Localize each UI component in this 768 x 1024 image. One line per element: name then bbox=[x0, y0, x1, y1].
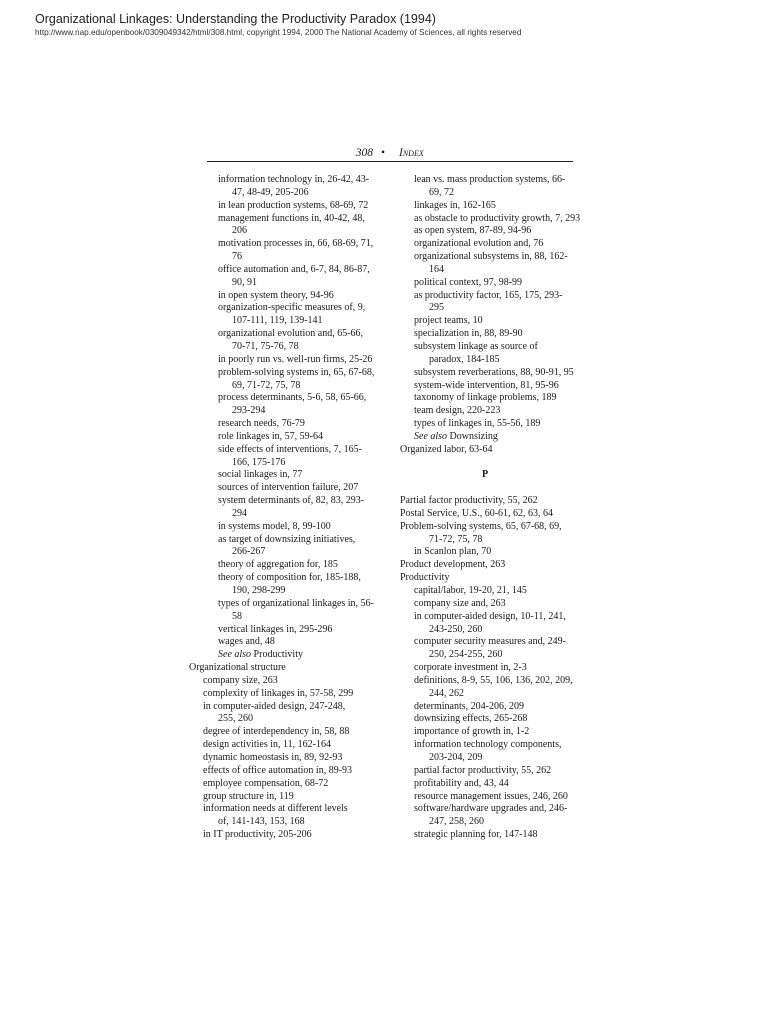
index-entry bbox=[189, 213, 386, 226]
index-entry bbox=[400, 341, 600, 354]
index-entry-text: 90, 91 bbox=[232, 276, 257, 288]
index-entry-text: office automation and, 6-7, 84, 86-87, bbox=[218, 263, 370, 275]
index-entry bbox=[400, 328, 600, 341]
index-entry-text: 69, 72 bbox=[429, 186, 454, 198]
index-entry bbox=[400, 765, 600, 778]
index-entry-text: motivation processes in, 66, 68-69, 71, bbox=[218, 238, 374, 250]
index-entry bbox=[400, 251, 600, 264]
index-entry-text: 295 bbox=[429, 302, 444, 314]
index-entry bbox=[189, 354, 386, 367]
index-entry bbox=[400, 559, 600, 572]
index-entry-text: 107-111, 119, 139-141 bbox=[232, 315, 323, 327]
index-entry bbox=[400, 380, 600, 393]
index-entry bbox=[189, 315, 386, 328]
index-entry bbox=[189, 290, 386, 303]
index-entry bbox=[400, 418, 600, 431]
index-entry-text: definitions, 8-9, 55, 106, 136, 202, 209, bbox=[414, 674, 573, 686]
index-entry-text: Organizational structure bbox=[189, 662, 286, 674]
index-entry bbox=[189, 726, 386, 739]
index-entry-text: information needs at different levels bbox=[203, 803, 348, 815]
index-entry-text: 206 bbox=[232, 225, 247, 237]
index-entry-text: subsystem reverberations, 88, 90-91, 95 bbox=[414, 366, 574, 378]
index-entry-text: as open system, 87-89, 94-96 bbox=[414, 225, 532, 237]
index-entry bbox=[189, 649, 386, 662]
index-entry-text: resource management issues, 246, 260 bbox=[414, 790, 568, 802]
index-entry-text: 293-294 bbox=[232, 405, 266, 417]
index-entry-text: system-wide intervention, 81, 95-96 bbox=[414, 379, 559, 391]
index-entry bbox=[189, 598, 386, 611]
index-entry bbox=[189, 521, 386, 534]
see-also-label: See also bbox=[218, 649, 252, 661]
index-entry-text: of, 141-143, 153, 168 bbox=[218, 816, 305, 828]
index-entry-text: wages and, 48 bbox=[218, 636, 275, 648]
index-entry-text: 70-71, 75-76, 78 bbox=[232, 340, 299, 352]
index-spacer bbox=[400, 457, 600, 470]
index-entry-text: in Scanlon plan, 70 bbox=[414, 546, 492, 558]
index-entry bbox=[400, 200, 600, 213]
index-entry bbox=[189, 341, 386, 354]
index-entry bbox=[400, 315, 600, 328]
index-entry-text: 166, 175-176 bbox=[232, 456, 286, 468]
index-entry bbox=[400, 778, 600, 791]
index-entry bbox=[189, 444, 386, 457]
index-entry bbox=[189, 611, 386, 624]
index-spacer bbox=[400, 482, 600, 495]
index-entry-text: 250, 254-255, 260 bbox=[429, 649, 503, 661]
index-entry bbox=[400, 829, 600, 842]
see-also-label: See also bbox=[414, 430, 448, 442]
index-entry bbox=[189, 739, 386, 752]
index-entry bbox=[189, 572, 386, 585]
index-entry-text: management functions in, 40-42, 48, bbox=[218, 212, 365, 224]
index-entry bbox=[189, 675, 386, 688]
index-letter-heading bbox=[400, 469, 600, 482]
index-entry-text: corporate investment in, 2-3 bbox=[414, 662, 527, 674]
index-entry bbox=[400, 290, 600, 303]
index-entry-text: information technology components, bbox=[414, 739, 562, 751]
index-entry-text: effects of office automation in, 89-93 bbox=[203, 764, 353, 776]
index-entry-text: determinants, 204-206, 209 bbox=[414, 700, 524, 712]
index-entry-text: in lean production systems, 68-69, 72 bbox=[218, 199, 369, 211]
index-entry-text: employee compensation, 68-72 bbox=[203, 777, 329, 789]
index-entry bbox=[400, 624, 600, 637]
index-entry bbox=[400, 174, 600, 187]
index-entry bbox=[189, 508, 386, 521]
index-entry bbox=[189, 495, 386, 508]
index-entry bbox=[189, 405, 386, 418]
index-entry-text: social linkages in, 77 bbox=[218, 469, 303, 481]
index-entry bbox=[400, 611, 600, 624]
index-entry-text: types of organizational linkages in, 56- bbox=[218, 597, 374, 609]
index-entry bbox=[400, 534, 600, 547]
index-entry-text: Postal Service, U.S., 60-61, 62, 63, 64 bbox=[400, 507, 554, 519]
index-entry bbox=[400, 225, 600, 238]
index-entry-text: as obstacle to productivity growth, 7, 293 bbox=[414, 212, 581, 224]
index-entry bbox=[400, 495, 600, 508]
index-entry bbox=[400, 508, 600, 521]
index-entry-text: in open system theory, 94-96 bbox=[218, 289, 334, 301]
index-entry-text: group structure in, 119 bbox=[203, 790, 294, 802]
index-entry-text: side effects of interventions, 7, 165- bbox=[218, 443, 362, 455]
index-entry-text: 76 bbox=[232, 251, 242, 263]
index-entry-text: importance of growth in, 1-2 bbox=[414, 726, 530, 738]
index-entry-text: 244, 262 bbox=[429, 687, 464, 699]
index-entry bbox=[189, 380, 386, 393]
index-entry bbox=[189, 829, 386, 842]
index-entry-text: linkages in, 162-165 bbox=[414, 199, 496, 211]
index-entry bbox=[189, 752, 386, 765]
index-entry-text: theory of composition for, 185-188, bbox=[218, 572, 361, 584]
index-entry-text: Partial factor productivity, 55, 262 bbox=[400, 495, 538, 507]
index-entry bbox=[189, 662, 386, 675]
index-entry bbox=[400, 662, 600, 675]
index-entry-text: degree of interdependency in, 58, 88 bbox=[203, 726, 350, 738]
index-entry-text: 203-204, 209 bbox=[429, 751, 483, 763]
index-entry bbox=[400, 636, 600, 649]
index-entry-text: organizational subsystems in, 88, 162- bbox=[414, 251, 568, 263]
index-entry-text: capital/labor, 19-20, 21, 145 bbox=[414, 585, 527, 596]
index-entry bbox=[189, 431, 386, 444]
index-entry bbox=[400, 701, 600, 714]
index-entry-text: subsystem linkage as source of bbox=[414, 340, 538, 352]
index-entry-text: 255, 260 bbox=[218, 713, 253, 725]
index-entry-text: system determinants of, 82, 83, 293- bbox=[218, 495, 365, 507]
index-entry bbox=[400, 238, 600, 251]
index-entry bbox=[189, 418, 386, 431]
index-entry bbox=[400, 213, 600, 226]
index-entry bbox=[189, 765, 386, 778]
index-entry bbox=[189, 225, 386, 238]
index-entry-text: as productivity factor, 165, 175, 293- bbox=[414, 289, 563, 301]
index-entry bbox=[189, 264, 386, 277]
index-entry bbox=[189, 688, 386, 701]
index-entry-text: problem-solving systems in, 65, 67-68, bbox=[218, 366, 375, 378]
index-entry bbox=[189, 174, 386, 187]
index-entry-text: 47, 48-49, 205-206 bbox=[232, 186, 309, 198]
index-entry bbox=[400, 598, 600, 611]
index-entry bbox=[189, 701, 386, 714]
index-entry bbox=[400, 585, 600, 598]
index-entry bbox=[189, 251, 386, 264]
index-entry-text: vertical linkages in, 295-296 bbox=[218, 623, 333, 635]
index-entry bbox=[400, 521, 600, 534]
index-entry bbox=[189, 816, 386, 829]
index-entry-text: 266-267 bbox=[232, 546, 266, 558]
index-entry-text: sources of intervention failure, 207 bbox=[218, 482, 359, 494]
index-entry-text: dynamic homeostasis in, 89, 92-93 bbox=[203, 751, 343, 763]
index-entry-text: Problem-solving systems, 65, 67-68, 69, bbox=[400, 520, 562, 532]
index-entry bbox=[400, 302, 600, 315]
index-column-right bbox=[400, 174, 600, 842]
index-entry bbox=[400, 392, 600, 405]
source-url-line: http://www.nap.edu/openbook/0309049342/html/308.html, copyright 1994, 2000 The National Academy of Sciences, all rights reserved bbox=[35, 28, 522, 37]
index-entry-text: organizational evolution and, 76 bbox=[414, 238, 544, 250]
index-entry-text: in computer-aided design, 247-248, bbox=[203, 700, 346, 712]
index-entry-text: role linkages in, 57, 59-64 bbox=[218, 430, 323, 442]
index-entry-text: team design, 220-223 bbox=[414, 405, 501, 417]
index-entry bbox=[400, 739, 600, 752]
running-head bbox=[207, 147, 573, 162]
index-entry bbox=[400, 264, 600, 277]
index-entry-text: in poorly run vs. well-run firms, 25-26 bbox=[218, 353, 373, 365]
index-entry bbox=[400, 752, 600, 765]
index-entry bbox=[189, 187, 386, 200]
index-entry bbox=[400, 726, 600, 739]
index-entry bbox=[189, 803, 386, 816]
index-entry-text: in IT productivity, 205-206 bbox=[203, 829, 312, 841]
index-entry-text: process determinants, 5-6, 58, 65-66, bbox=[218, 392, 367, 404]
index-entry bbox=[400, 791, 600, 804]
index-entry-text: research needs, 76-79 bbox=[218, 418, 305, 430]
index-entry bbox=[400, 803, 600, 816]
running-head-bullet: • bbox=[381, 147, 386, 159]
index-entry-text: Downsizing bbox=[449, 430, 498, 442]
index-entry bbox=[189, 328, 386, 341]
index-entry-text: partial factor productivity, 55, 262 bbox=[414, 764, 552, 776]
index-entry bbox=[400, 688, 600, 701]
index-entry bbox=[400, 354, 600, 367]
index-entry-text: Productivity bbox=[400, 572, 450, 584]
index-entry bbox=[189, 482, 386, 495]
index-entry-text: software/hardware upgrades and, 246- bbox=[414, 803, 568, 815]
index-entry-text: types of linkages in, 55-56, 189 bbox=[414, 418, 541, 430]
index-entry-text: political context, 97, 98-99 bbox=[414, 276, 523, 288]
index-column-left bbox=[189, 174, 386, 842]
index-entry bbox=[189, 791, 386, 804]
page-number: 308 bbox=[355, 147, 373, 159]
index-entry-text: P bbox=[481, 469, 489, 481]
index-entry-text: Productivity bbox=[253, 649, 303, 661]
index-entry bbox=[400, 816, 600, 829]
index-entry bbox=[400, 546, 600, 559]
index-entry bbox=[189, 534, 386, 547]
running-head-section: Index bbox=[399, 147, 424, 159]
index-entry bbox=[189, 559, 386, 572]
index-entry-text: in computer-aided design, 10-11, 241, bbox=[414, 610, 566, 622]
index-entry-text: company size, 263 bbox=[203, 674, 278, 686]
index-entry bbox=[189, 238, 386, 251]
index-entry-text: 164 bbox=[429, 263, 444, 275]
index-entry-text: as target of downsizing initiatives, bbox=[218, 533, 356, 545]
index-entry bbox=[189, 713, 386, 726]
index-entry-text: strategic planning for, 147-148 bbox=[414, 829, 538, 841]
index-entry bbox=[400, 405, 600, 418]
index-entry-text: 190, 298-299 bbox=[232, 585, 286, 596]
index-entry-text: 69, 71-72, 75, 78 bbox=[232, 379, 301, 391]
index-entry bbox=[400, 277, 600, 290]
index-entry-text: organizational evolution and, 65-66, bbox=[218, 328, 364, 340]
index-entry-text: 58 bbox=[232, 610, 242, 622]
index-entry bbox=[400, 431, 600, 444]
index-entry bbox=[189, 624, 386, 637]
index-entry bbox=[400, 713, 600, 726]
index-entry-text: project teams, 10 bbox=[414, 315, 483, 327]
index-entry-text: taxonomy of linkage problems, 189 bbox=[414, 392, 557, 404]
index-entry bbox=[189, 585, 386, 598]
index-entry bbox=[400, 572, 600, 585]
index-entry-text: specialization in, 88, 89-90 bbox=[414, 328, 523, 340]
index-entry-text: design activities in, 11, 162-164 bbox=[203, 739, 331, 751]
index-entry-text: complexity of linkages in, 57-58, 299 bbox=[203, 687, 354, 699]
index-entry bbox=[400, 187, 600, 200]
index-entry bbox=[189, 367, 386, 380]
index-entry bbox=[189, 546, 386, 559]
index-entry bbox=[400, 649, 600, 662]
index-entry-text: lean vs. mass production systems, 66- bbox=[414, 174, 566, 185]
index-entry bbox=[189, 392, 386, 405]
index-entry-text: 243-250, 260 bbox=[429, 623, 483, 635]
index-entry-text: information technology in, 26-42, 43- bbox=[218, 174, 370, 185]
index-entry bbox=[189, 457, 386, 470]
index-entry-text: downsizing effects, 265-268 bbox=[414, 713, 528, 725]
index-entry-text: organization-specific measures of, 9, bbox=[218, 302, 366, 314]
index-entry-text: Organized labor, 63-64 bbox=[400, 443, 493, 455]
index-entry bbox=[189, 636, 386, 649]
index-entry-text: 294 bbox=[232, 507, 247, 519]
index-entry bbox=[189, 778, 386, 791]
index-entry bbox=[189, 469, 386, 482]
document-title: Organizational Linkages: Understanding the Productivity Paradox (1994) bbox=[35, 12, 436, 26]
index-entry-text: paradox, 184-185 bbox=[429, 353, 500, 365]
index-entry-text: theory of aggregation for, 185 bbox=[218, 559, 338, 571]
index-entry bbox=[400, 444, 600, 457]
index-entry bbox=[189, 302, 386, 315]
index-entry-text: Product development, 263 bbox=[400, 559, 506, 571]
index-entry-text: 71-72, 75, 78 bbox=[429, 533, 483, 545]
index-entry-text: company size and, 263 bbox=[414, 597, 506, 609]
index-entry-text: in systems model, 8, 99-100 bbox=[218, 520, 331, 532]
index-entry bbox=[189, 200, 386, 213]
index-entry-text: 247, 258, 260 bbox=[429, 816, 484, 828]
index-entry-text: computer security measures and, 249- bbox=[414, 636, 566, 648]
index-entry bbox=[400, 367, 600, 380]
index-entry-text: profitability and, 43, 44 bbox=[414, 777, 509, 789]
index-entry bbox=[189, 277, 386, 290]
index-entry bbox=[400, 675, 600, 688]
